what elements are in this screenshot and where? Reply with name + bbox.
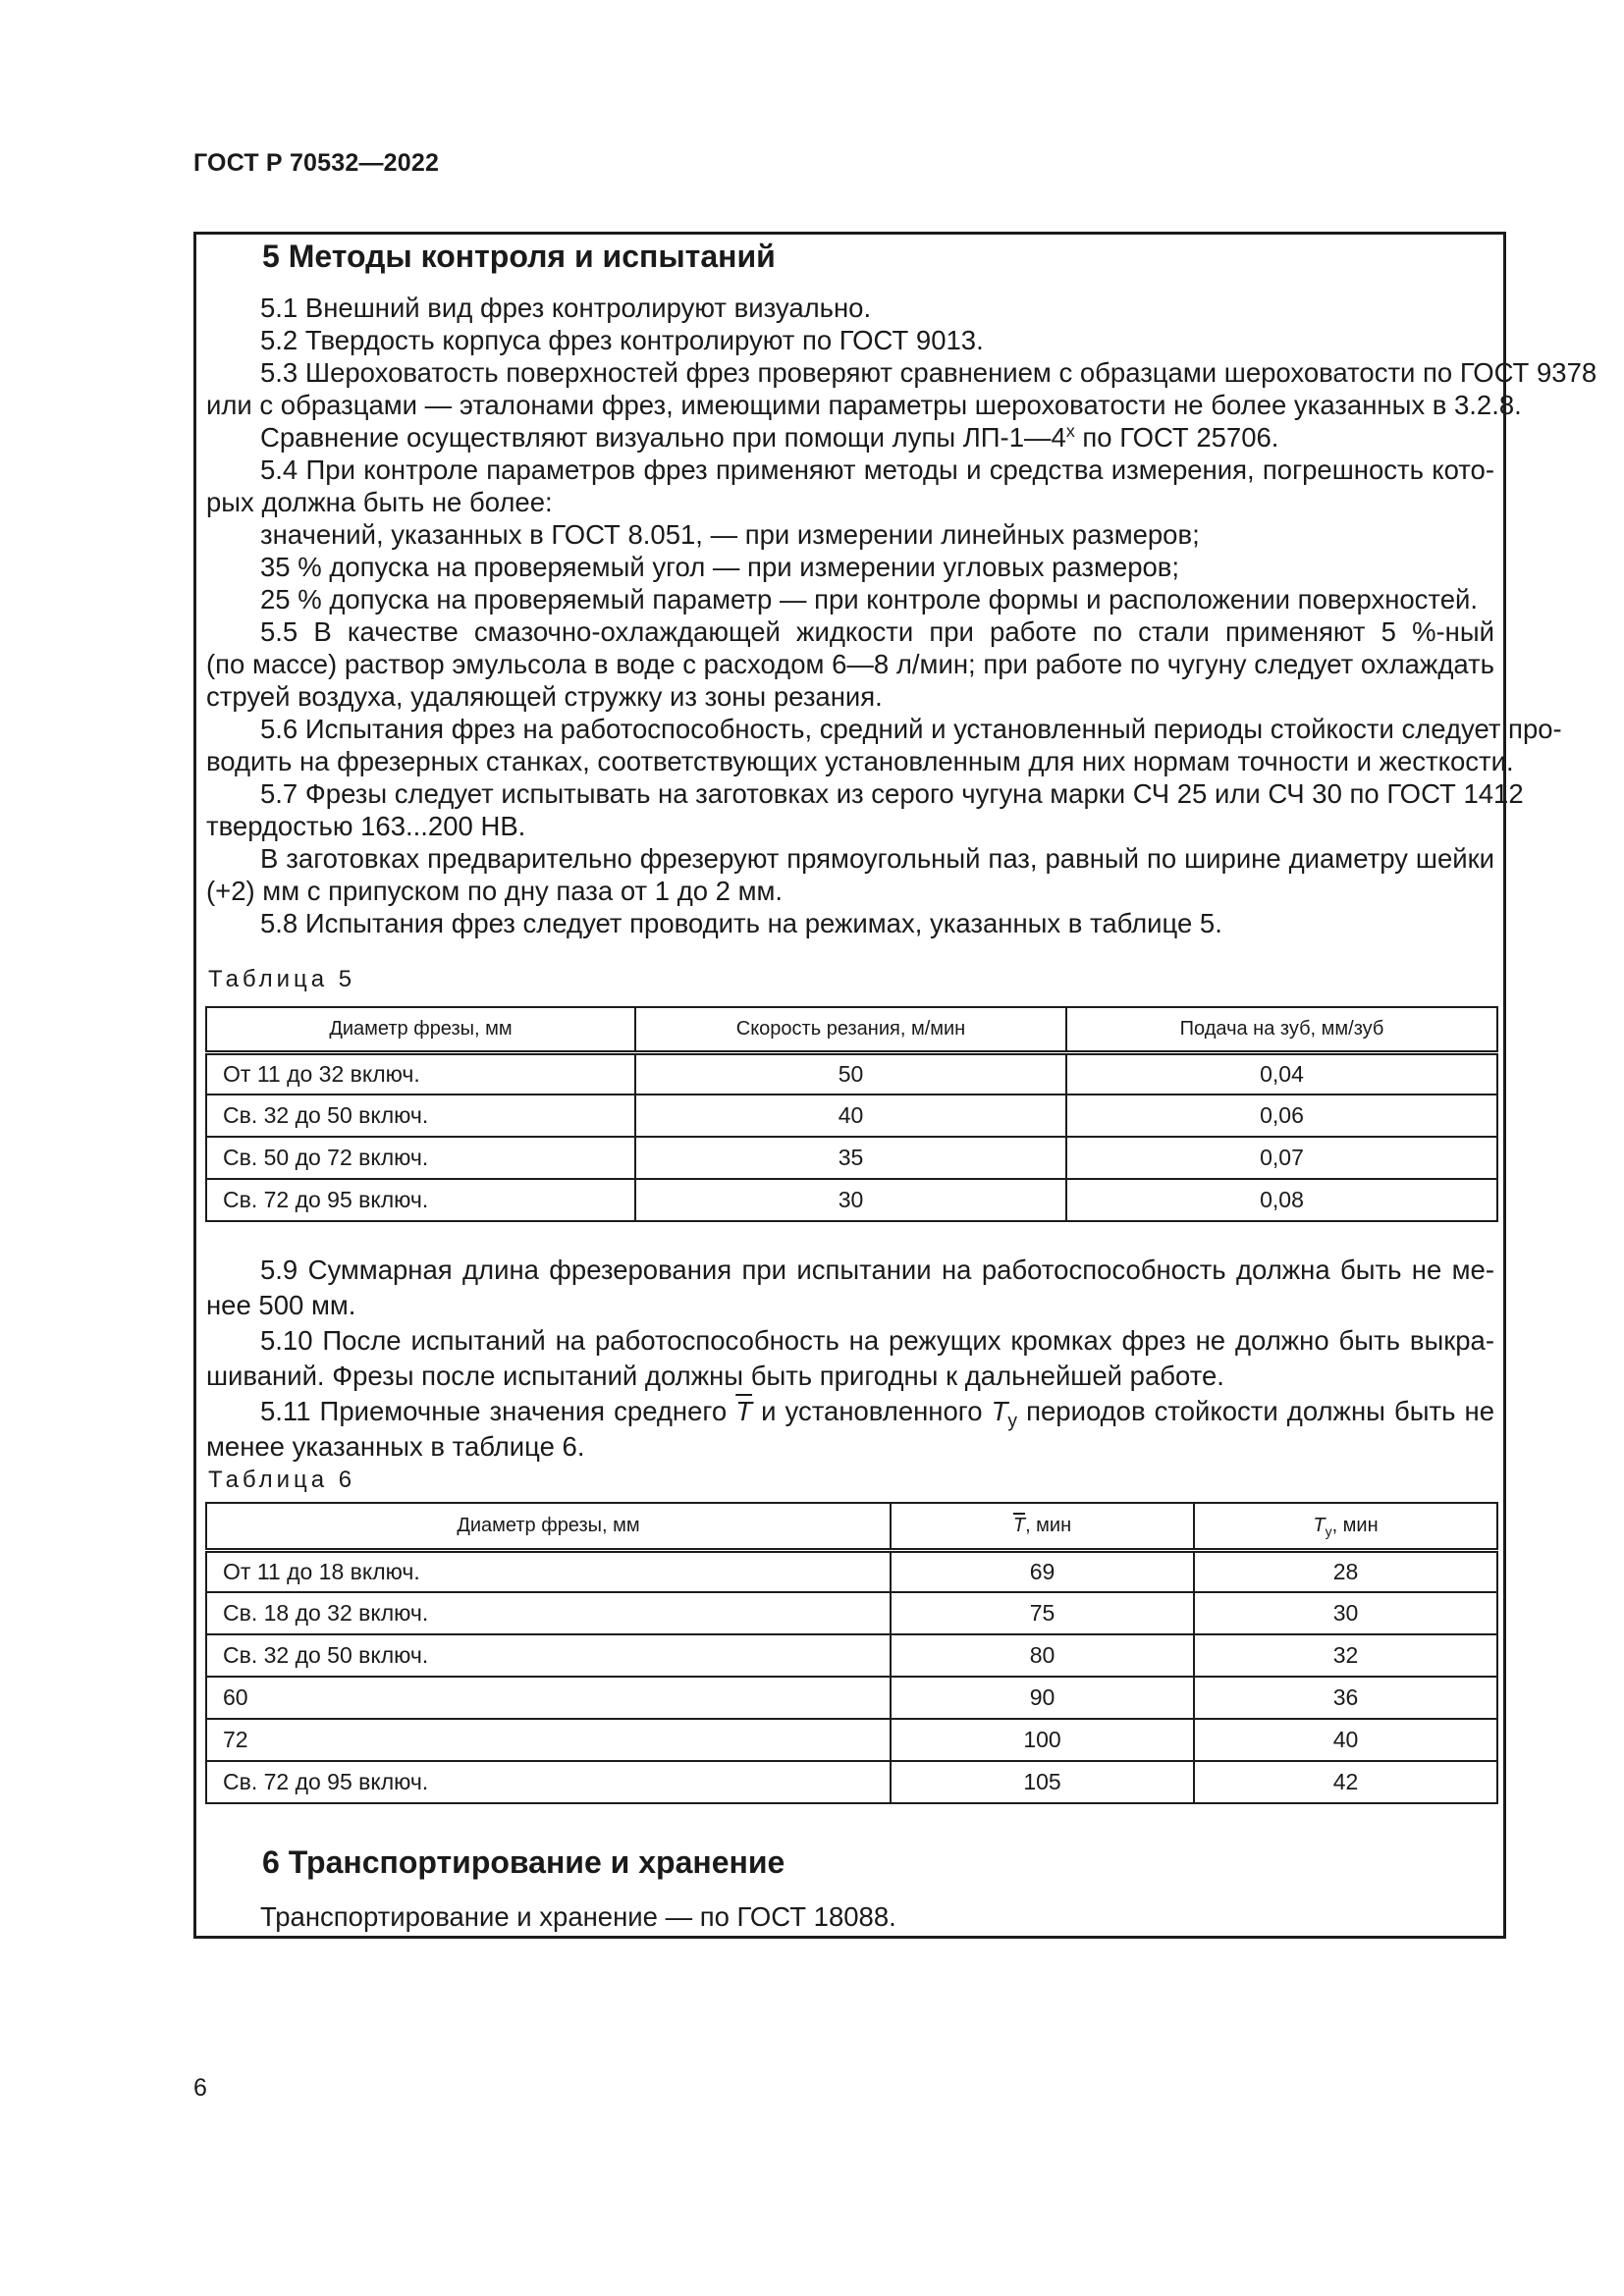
paragraph-5-5-line-3: струей воздуха, удаляющей стружку из зоны резания. xyxy=(206,681,883,712)
paragraph-5-5-line-2: (по массе) раствор эмульсола в воде с расходом 6—8 л/мин; при работе по чугуну следует охлаждать xyxy=(206,649,1494,679)
cell-set-period: 30 xyxy=(1194,1592,1497,1634)
cell-diameter: 60 xyxy=(206,1677,891,1719)
table-6-header-mean-period xyxy=(891,1503,1194,1550)
page-number: 6 xyxy=(193,2074,207,2102)
table-row xyxy=(206,1634,1497,1677)
unit-label: , мин xyxy=(1331,1514,1379,1536)
table-6-header-row xyxy=(206,1503,1497,1550)
cell-mean-period: 105 xyxy=(891,1761,1194,1803)
paragraph-5-4-line-2: рых должна быть не более: xyxy=(206,487,553,517)
p511-text-b: и установленного xyxy=(752,1396,992,1426)
cell-set-period: 28 xyxy=(1194,1550,1497,1592)
table-5 xyxy=(205,1006,1498,1222)
paragraph-5-9-line-2: нее 500 мм. xyxy=(206,1290,356,1320)
table-row xyxy=(206,1179,1497,1221)
table-5-caption: Таблица 5 xyxy=(208,966,356,992)
table-row xyxy=(206,1761,1497,1803)
loupe-superscript: х xyxy=(1065,421,1075,442)
paragraph-5-2: 5.2 Твердость корпуса фрез контролируют по ГОСТ 9013. xyxy=(260,325,984,355)
cell-diameter: Св. 32 до 50 включ. xyxy=(206,1634,891,1677)
cell-feed: 0,08 xyxy=(1066,1179,1497,1221)
table-row xyxy=(206,1677,1497,1719)
table-6 xyxy=(205,1502,1498,1804)
cell-mean-period: 90 xyxy=(891,1677,1194,1719)
paragraph-5-7-line-2: твердостью 163...200 НВ. xyxy=(206,811,526,841)
table-6-header-diameter: Диаметр фрезы, мм xyxy=(206,1503,891,1550)
table-row xyxy=(206,1719,1497,1761)
paragraph-5-8: 5.8 Испытания фрез следует проводить на режимах, указанных в таблице 5. xyxy=(260,908,1222,938)
paragraph-5-4-line-1: 5.4 При контроле параметров фрез применяют методы и средства измерения, погрешность кото- xyxy=(260,454,1494,485)
cell-speed: 40 xyxy=(635,1095,1066,1137)
paragraph-5-9-line-1: 5.9 Суммарная длина фрезерования при испытании на работоспособность должна быть не ме- xyxy=(260,1255,1494,1285)
cell-feed: 0,07 xyxy=(1066,1137,1497,1179)
cell-diameter: Св. 32 до 50 включ. xyxy=(206,1095,635,1137)
section-6-text: Транспортирование и хранение — по ГОСТ 18088. xyxy=(260,1901,896,1932)
document-id-header: ГОСТ Р 70532—2022 xyxy=(193,149,440,177)
cell-feed: 0,06 xyxy=(1066,1095,1497,1137)
paragraph-5-11-line-2: менее указанных в таблице 6. xyxy=(206,1431,585,1462)
cell-speed: 50 xyxy=(635,1052,1066,1095)
paragraph-5-4-item-2: 35 % допуска на проверяемый угол — при измерении угловых размеров; xyxy=(260,552,1180,582)
cell-speed: 30 xyxy=(635,1179,1066,1221)
cell-diameter: От 11 до 18 включ. xyxy=(206,1550,891,1592)
paragraph-5-7-groove-line-1: В заготовках предварительно фрезеруют прямоугольный паз, равный по ширине диаметру шейки xyxy=(260,843,1494,874)
paragraph-5-7-line-1: 5.7 Фрезы следует испытывать на заготовках из серого чугуна марки СЧ 25 или СЧ 30 по ГОСТ 1412 xyxy=(260,778,1524,809)
cell-feed: 0,04 xyxy=(1066,1052,1497,1095)
paragraph-5-3-line-1: 5.3 Шероховатость поверхностей фрез проверяют сравнением с образцами шероховатости по ГОСТ 9378 xyxy=(260,357,1597,388)
cell-set-period: 42 xyxy=(1194,1761,1497,1803)
cell-diameter: От 11 до 32 включ. xyxy=(206,1052,635,1095)
cell-set-period: 36 xyxy=(1194,1677,1497,1719)
cell-diameter: Св. 72 до 95 включ. xyxy=(206,1761,891,1803)
table-6-header-set-period xyxy=(1194,1503,1497,1550)
cell-mean-period: 80 xyxy=(891,1634,1194,1677)
table-row xyxy=(206,1052,1497,1095)
cell-mean-period: 75 xyxy=(891,1592,1194,1634)
set-period-subscript: у xyxy=(1007,1411,1018,1432)
set-period-subscript: у xyxy=(1325,1522,1332,1539)
unit-label: , мин xyxy=(1025,1514,1072,1536)
table-6-caption: Таблица 6 xyxy=(208,1467,356,1493)
cell-mean-period: 69 xyxy=(891,1550,1194,1592)
table-row xyxy=(206,1550,1497,1592)
table-5-header-diameter: Диаметр фрезы, мм xyxy=(206,1007,635,1052)
mean-period-symbol: $\overline{T}$ xyxy=(735,1396,753,1426)
paragraph-5-11-line-1 xyxy=(260,1395,1494,1432)
set-period-symbol: T xyxy=(991,1396,1008,1426)
paragraph-5-6-line-1: 5.6 Испытания фрез на работоспособность, средний и установленный периоды стойкости следует про- xyxy=(260,714,1562,744)
paragraph-5-3-comparison xyxy=(260,421,1494,454)
paragraph-5-3-line-2: или с образцами — эталонами фрез, имеющими параметры шероховатости не более указанных в 3.2.8. xyxy=(206,390,1522,420)
table-5-header-row xyxy=(206,1007,1497,1052)
paragraph-5-10-line-1: 5.10 После испытаний на работоспособность на режущих кромках фрез не должно быть выкра- xyxy=(260,1325,1494,1356)
paragraph-5-10-line-2: шиваний. Фрезы после испытаний должны быть пригодны к дальнейшей работе. xyxy=(206,1361,1224,1391)
table-5-header-speed: Скорость резания, м/мин xyxy=(635,1007,1066,1052)
paragraph-5-1: 5.1 Внешний вид фрез контролируют визуально. xyxy=(260,293,872,323)
cell-set-period: 40 xyxy=(1194,1719,1497,1761)
mean-period-symbol: $\overline{T}$ xyxy=(1012,1514,1026,1536)
comparison-tail: по ГОСТ 25706. xyxy=(1074,422,1279,453)
table-row xyxy=(206,1137,1497,1179)
p511-text-a: 5.11 Приемочные значения среднего xyxy=(260,1396,736,1426)
cell-set-period: 32 xyxy=(1194,1634,1497,1677)
paragraph-5-4-item-1: значений, указанных в ГОСТ 8.051, — при измерении линейных размеров; xyxy=(260,519,1200,550)
section-5-title: 5 Методы контроля и испытаний xyxy=(262,239,776,274)
comparison-text: Сравнение осуществляют визуально при помощи лупы ЛП-1—4 xyxy=(260,422,1066,453)
p511-text-c: периодов стойкости должны быть не xyxy=(1017,1396,1494,1426)
cell-diameter: Св. 72 до 95 включ. xyxy=(206,1179,635,1221)
section-6-title: 6 Транспортирование и хранение xyxy=(262,1844,785,1880)
table-row xyxy=(206,1592,1497,1634)
cell-diameter: 72 xyxy=(206,1719,891,1761)
paragraph-5-6-line-2: водить на фрезерных станках, соответствующих установленным для них нормам точности и жесткости. xyxy=(206,746,1514,776)
cell-mean-period: 100 xyxy=(891,1719,1194,1761)
paragraph-5-5-line-1: 5.5 В качестве смазочно-охлаждающей жидкости при работе по стали применяют 5 %-ный xyxy=(260,616,1494,647)
table-row xyxy=(206,1095,1497,1137)
cell-diameter: Св. 18 до 32 включ. xyxy=(206,1592,891,1634)
set-period-symbol: T xyxy=(1313,1514,1326,1536)
cell-diameter: Св. 50 до 72 включ. xyxy=(206,1137,635,1179)
paragraph-5-7-groove-line-2: (+2) мм с припуском по дну паза от 1 до 2 мм. xyxy=(206,876,784,906)
paragraph-5-4-item-3: 25 % допуска на проверяемый параметр — при контроле формы и расположении поверхностей. xyxy=(260,584,1479,614)
cell-speed: 35 xyxy=(635,1137,1066,1179)
table-5-header-feed: Подача на зуб, мм/зуб xyxy=(1066,1007,1497,1052)
